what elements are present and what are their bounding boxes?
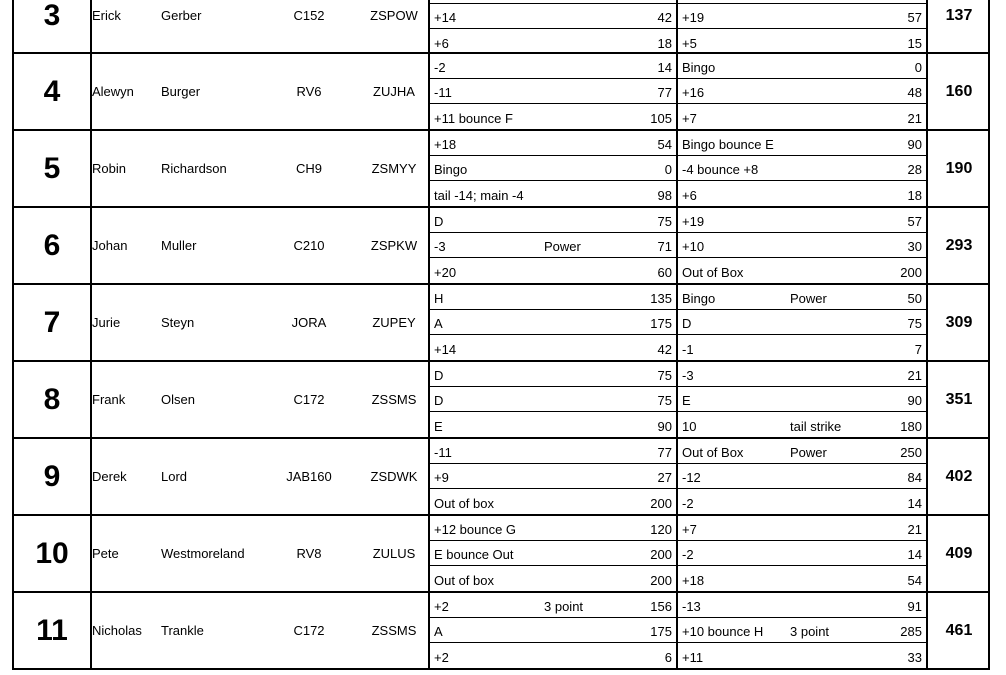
last-name-cell: Gerber <box>161 8 202 23</box>
flight-line <box>430 362 676 387</box>
flight-1-cell <box>428 285 676 360</box>
landing-description: D <box>682 316 692 331</box>
registration-cell: ZUPEY <box>372 315 416 330</box>
total-cell: 402 <box>926 439 990 514</box>
flight-line <box>678 464 926 489</box>
landing-description: Bingo <box>434 162 468 177</box>
registration-cell: ZSMYY <box>371 161 417 176</box>
landing-description: +18 <box>434 137 457 152</box>
points-value: 7 <box>914 342 922 357</box>
first-name-cell: Derek <box>92 469 127 484</box>
registration-cell: ZSPKW <box>370 238 418 253</box>
landing-description: +14 <box>434 342 457 357</box>
bonus-label: 3 point <box>544 599 584 614</box>
rank-cell: 8 <box>14 362 92 437</box>
landing-description: E bounce Out <box>434 547 514 562</box>
rank-cell: 11 <box>14 593 92 668</box>
points-value: 21 <box>907 522 922 537</box>
first-name-cell: Erick <box>92 8 121 23</box>
first-name-cell: Nicholas <box>92 623 142 638</box>
flight-line <box>430 29 676 54</box>
flight-line <box>430 489 676 514</box>
flight-line <box>430 335 676 360</box>
points-value: 42 <box>657 342 672 357</box>
landing-description: -2 <box>682 496 694 511</box>
aircraft-type-cell: C172 <box>293 623 325 638</box>
points-value: 175 <box>650 624 672 639</box>
registration-cell: ZSDWK <box>370 469 418 484</box>
flight-line <box>678 29 926 54</box>
flight-line <box>430 54 676 79</box>
landing-description: +9 <box>434 470 449 485</box>
table-row <box>12 362 990 439</box>
aircraft-type-cell: JAB160 <box>286 469 332 484</box>
flight-2-cell <box>676 516 926 591</box>
aircraft-type-cell: CH9 <box>295 161 322 176</box>
landing-description: +10 <box>682 239 705 254</box>
table-row <box>12 439 990 516</box>
landing-description: tail -14; main -4 <box>434 188 524 203</box>
flight-line <box>678 566 926 591</box>
total-cell: 190 <box>926 131 990 206</box>
landing-description: Out of Box <box>682 445 744 460</box>
points-value: 57 <box>907 10 922 25</box>
points-value: 50 <box>907 291 922 306</box>
flight-1-cell <box>428 0 676 52</box>
flight-2-cell <box>676 593 926 668</box>
points-value: 54 <box>657 137 672 152</box>
first-name-cell: Jurie <box>92 315 121 330</box>
landing-description: +11 bounce F <box>434 111 513 126</box>
total-cell: 293 <box>926 208 990 283</box>
flight-line <box>678 181 926 206</box>
table-row <box>12 208 990 285</box>
landing-description: +7 <box>682 522 697 537</box>
aircraft-type-cell: C210 <box>293 238 325 253</box>
flight-line <box>430 387 676 412</box>
landing-description: E <box>682 393 691 408</box>
flight-line <box>430 618 676 643</box>
points-value: 285 <box>900 624 922 639</box>
flight-line <box>430 643 676 668</box>
flight-line <box>678 618 926 643</box>
flight-line <box>678 156 926 181</box>
landing-description: +2 <box>434 650 449 665</box>
landing-description: A <box>434 316 443 331</box>
landing-description: -4 bounce +8 <box>682 162 759 177</box>
points-value: 84 <box>907 470 922 485</box>
flight-line <box>430 104 676 129</box>
flight-2-cell <box>676 0 926 52</box>
landing-description: +6 <box>682 188 697 203</box>
registration-cell: ZULUS <box>372 546 416 561</box>
landing-description: +10 bounce H <box>682 624 764 639</box>
points-value: 200 <box>900 265 922 280</box>
landing-description: H <box>434 291 444 306</box>
last-name-cell: Trankle <box>161 623 204 638</box>
points-value: 200 <box>650 573 672 588</box>
points-value: 90 <box>907 137 922 152</box>
points-value: 200 <box>650 547 672 562</box>
rank-cell: 7 <box>14 285 92 360</box>
points-value: 156 <box>650 599 672 614</box>
flight-line <box>430 439 676 464</box>
flight-line <box>430 464 676 489</box>
flight-line <box>678 593 926 618</box>
points-value: 77 <box>657 445 672 460</box>
points-value: 14 <box>907 496 922 511</box>
landing-description: A <box>434 624 443 639</box>
landing-description: Bingo bounce E <box>682 137 774 152</box>
points-value: 54 <box>907 573 922 588</box>
rank-cell: 4 <box>14 54 92 129</box>
points-value: 75 <box>907 316 922 331</box>
flight-line <box>430 79 676 104</box>
points-value: 75 <box>657 393 672 408</box>
flight-line <box>430 233 676 258</box>
last-name-cell: Burger <box>161 84 201 99</box>
first-name-cell: Alewyn <box>92 84 134 99</box>
rank-cell: 5 <box>14 131 92 206</box>
flight-line <box>430 541 676 566</box>
last-name-cell: Olsen <box>161 392 195 407</box>
points-value: 0 <box>664 162 672 177</box>
flight-line <box>430 310 676 335</box>
points-value: 90 <box>657 419 672 434</box>
table-row <box>12 285 990 362</box>
flight-line <box>430 593 676 618</box>
points-value: 27 <box>657 470 672 485</box>
total-cell: 309 <box>926 285 990 360</box>
landing-description: -11 <box>434 445 452 460</box>
total-cell: 351 <box>926 362 990 437</box>
flight-line <box>678 335 926 360</box>
landing-description: -3 <box>434 239 446 254</box>
points-value: 6 <box>664 650 672 665</box>
points-value: 98 <box>657 188 672 203</box>
landing-description: Out of Box <box>682 265 744 280</box>
landing-description: -3 <box>682 368 694 383</box>
rank-cell: 6 <box>14 208 92 283</box>
flight-line <box>678 541 926 566</box>
landing-description: Bingo <box>682 60 716 75</box>
table-row <box>12 593 990 670</box>
flight-1-cell <box>428 593 676 668</box>
last-name-cell: Richardson <box>161 161 227 176</box>
flight-line <box>678 643 926 668</box>
points-value: 30 <box>907 239 922 254</box>
landing-description: E <box>434 419 443 434</box>
flight-line <box>430 181 676 206</box>
rank-cell: 10 <box>14 516 92 591</box>
flight-line <box>678 54 926 79</box>
landing-description: -12 <box>682 470 701 485</box>
flight-line <box>678 387 926 412</box>
landing-description: +2 <box>434 599 449 614</box>
flight-line <box>678 310 926 335</box>
last-name-cell: Muller <box>161 238 197 253</box>
landing-description: Out of box <box>434 573 494 588</box>
first-name-cell: Johan <box>92 238 128 253</box>
points-value: 71 <box>657 239 672 254</box>
points-value: 75 <box>657 214 672 229</box>
flight-line <box>430 208 676 233</box>
flight-line <box>678 412 926 437</box>
landing-description: +20 <box>434 265 457 280</box>
points-value: 250 <box>900 445 922 460</box>
flight-line <box>430 516 676 541</box>
landing-description: +18 <box>682 573 705 588</box>
flight-line <box>678 131 926 156</box>
flight-line <box>430 4 676 29</box>
flight-line <box>678 439 926 464</box>
landing-description: +5 <box>682 36 697 51</box>
flight-1-cell <box>428 516 676 591</box>
flight-line <box>678 208 926 233</box>
points-value: 57 <box>907 214 922 229</box>
flight-1-cell <box>428 362 676 437</box>
points-value: 200 <box>650 496 672 511</box>
flight-line <box>430 285 676 310</box>
flight-line <box>430 131 676 156</box>
points-value: 42 <box>657 10 672 25</box>
flight-2-cell <box>676 208 926 283</box>
landing-description: +11 <box>682 650 704 665</box>
bonus-label: 3 point <box>790 624 830 639</box>
first-name-cell: Robin <box>92 161 126 176</box>
points-value: 14 <box>657 60 672 75</box>
landing-description: +19 <box>682 214 705 229</box>
flight-line <box>678 4 926 29</box>
landing-description: -13 <box>682 599 701 614</box>
flight-2-cell <box>676 439 926 514</box>
points-value: 77 <box>657 85 672 100</box>
flight-line <box>678 258 926 283</box>
points-value: 180 <box>900 419 922 434</box>
flight-line <box>430 412 676 437</box>
points-value: 91 <box>907 599 922 614</box>
flight-2-cell <box>676 54 926 129</box>
table-row <box>12 0 990 54</box>
points-value: 28 <box>907 162 922 177</box>
aircraft-type-cell: RV6 <box>296 84 322 99</box>
registration-cell: ZSPOW <box>370 8 418 23</box>
registration-cell: ZSSMS <box>371 623 417 638</box>
landing-description: D <box>434 368 444 383</box>
aircraft-type-cell: C172 <box>293 392 325 407</box>
flight-line <box>430 156 676 181</box>
flight-2-cell <box>676 131 926 206</box>
landing-description: -11 <box>434 85 452 100</box>
bonus-label: Power <box>544 239 581 254</box>
landing-description: +7 <box>682 111 697 126</box>
points-value: 33 <box>907 650 922 665</box>
table-row <box>12 516 990 593</box>
bonus-label: Power <box>790 291 827 306</box>
landing-description: +14 <box>434 10 457 25</box>
registration-cell: ZUJHA <box>373 84 415 99</box>
points-value: 120 <box>650 522 672 537</box>
points-value: 21 <box>907 111 922 126</box>
landing-description: -2 <box>682 547 694 562</box>
last-name-cell: Steyn <box>161 315 195 330</box>
flight-line <box>678 285 926 310</box>
flight-line <box>678 79 926 104</box>
points-value: 18 <box>907 188 922 203</box>
points-value: 14 <box>907 547 922 562</box>
points-value: 105 <box>650 111 672 126</box>
points-value: 21 <box>907 368 922 383</box>
flight-line <box>430 258 676 283</box>
total-cell: 409 <box>926 516 990 591</box>
flight-line <box>678 104 926 129</box>
points-value: 48 <box>907 85 922 100</box>
points-value: 90 <box>907 393 922 408</box>
last-name-cell: Lord <box>161 469 188 484</box>
aircraft-type-cell: JORA <box>291 315 327 330</box>
points-value: 60 <box>657 265 672 280</box>
bonus-label: Power <box>790 445 827 460</box>
flight-line <box>678 516 926 541</box>
flight-line <box>678 489 926 514</box>
flight-1-cell <box>428 439 676 514</box>
landing-description: +6 <box>434 36 449 51</box>
landing-description: -1 <box>682 342 694 357</box>
landing-description: +19 <box>682 10 705 25</box>
landing-description: Bingo <box>682 291 716 306</box>
results-table <box>12 0 990 670</box>
aircraft-type-cell: C152 <box>293 8 325 23</box>
points-value: 175 <box>650 316 672 331</box>
total-cell: 137 <box>926 0 990 52</box>
first-name-cell: Frank <box>92 392 126 407</box>
points-value: 15 <box>907 36 922 51</box>
landing-description: 10 <box>682 419 697 434</box>
registration-cell: ZSSMS <box>371 392 417 407</box>
total-cell: 160 <box>926 54 990 129</box>
landing-description: Out of box <box>434 496 494 511</box>
rank-cell: 3 <box>14 0 92 52</box>
points-value: 75 <box>657 368 672 383</box>
flight-2-cell <box>676 285 926 360</box>
table-row <box>12 54 990 131</box>
flight-1-cell <box>428 54 676 129</box>
landing-description: D <box>434 214 444 229</box>
flight-1-cell <box>428 208 676 283</box>
landing-description: +12 bounce G <box>434 522 517 537</box>
last-name-cell: Westmoreland <box>161 546 245 561</box>
flight-line <box>678 362 926 387</box>
bonus-label: tail strike <box>790 419 842 434</box>
landing-description: +16 <box>682 85 705 100</box>
flight-2-cell <box>676 362 926 437</box>
landing-description: -2 <box>434 60 446 75</box>
landing-description: D <box>434 393 444 408</box>
points-value: 135 <box>650 291 672 306</box>
flight-line <box>430 566 676 591</box>
total-cell: 461 <box>926 593 990 668</box>
rank-cell: 9 <box>14 439 92 514</box>
points-value: 18 <box>657 36 672 51</box>
points-value: 0 <box>914 60 922 75</box>
first-name-cell: Pete <box>92 546 119 561</box>
flight-1-cell <box>428 131 676 206</box>
aircraft-type-cell: RV8 <box>296 546 322 561</box>
flight-line <box>678 233 926 258</box>
table-row <box>12 131 990 208</box>
